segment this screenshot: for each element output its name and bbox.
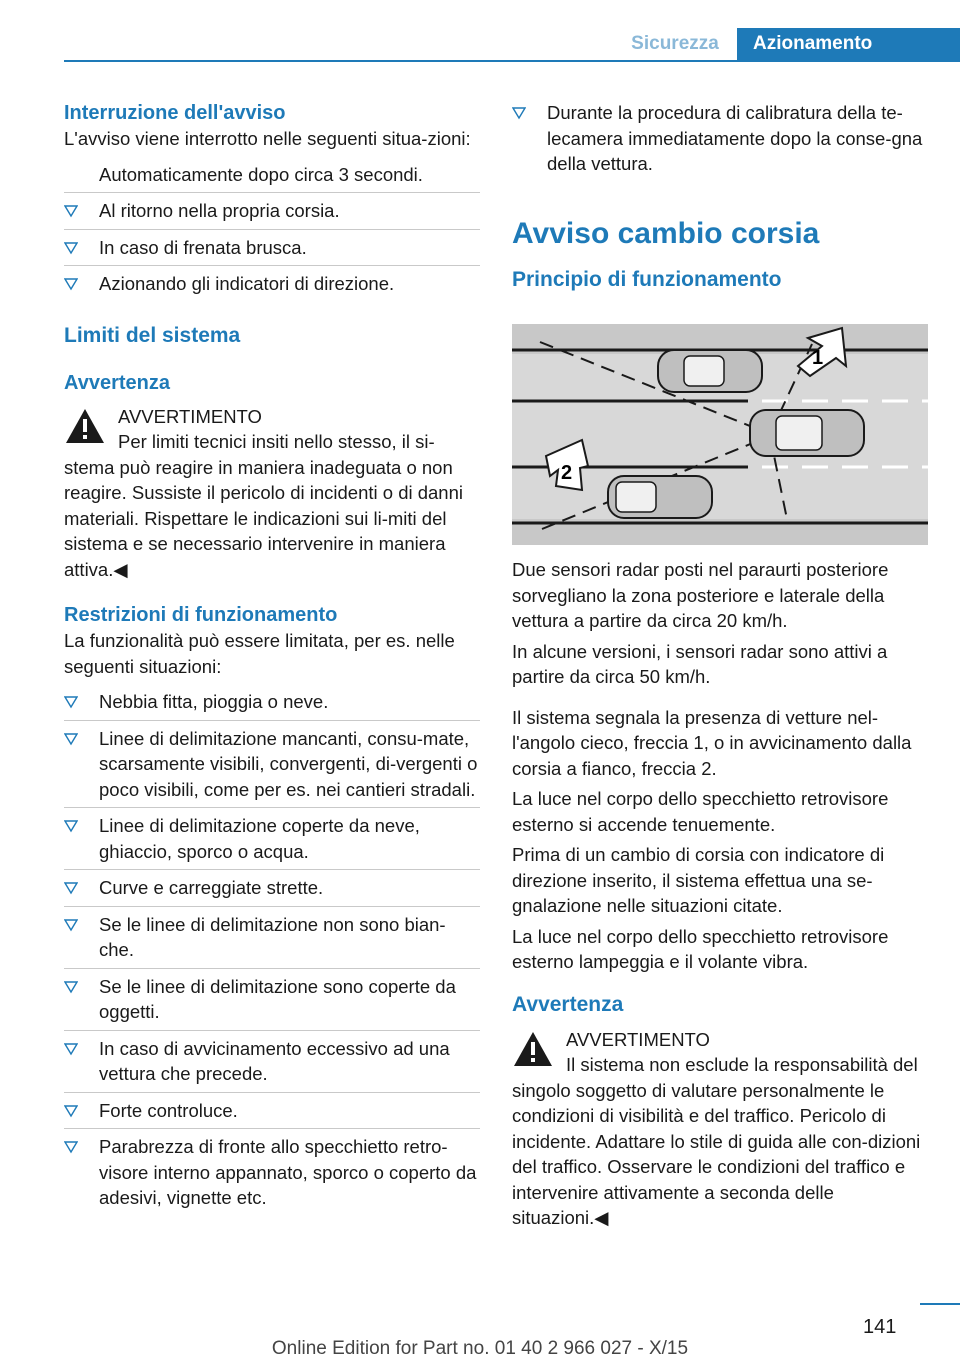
- paragraph: Prima di un cambio di corsia con indicatore di direzione inserito, il sistema effettua una se‐gnalazione nelle situazioni citate.: [512, 844, 885, 916]
- car-top-left: [658, 350, 762, 392]
- list-item: [64, 684, 480, 720]
- lane-change-figure: [512, 324, 928, 545]
- list-item-text: In caso di frenata brusca.: [99, 236, 307, 258]
- list-item-text: Linee di delimitazione mancanti, consu‐mate, scarsamente visibili, convergenti, di‐vergenti o poco visibili, come per es. nei cantieri stradali.: [99, 727, 478, 800]
- header-chapter-tab: Azionamento: [737, 28, 960, 60]
- right-column: [512, 100, 928, 294]
- warning-title: AVVERTIMENTO: [118, 405, 262, 427]
- list-item: [64, 807, 480, 869]
- warning-block: [64, 404, 480, 430]
- triangle-bullet-icon: [64, 241, 78, 255]
- heading-limiti: Limiti del sistema: [64, 323, 241, 347]
- heading-principio: Principio di funzionamento: [512, 267, 782, 291]
- list-item: [64, 968, 480, 1030]
- list-item-text: Forte controluce.: [99, 1099, 238, 1121]
- list-item: [64, 720, 480, 808]
- header-section-tab: Sicurezza: [631, 33, 719, 54]
- list-item-text: Nebbia fitta, pioggia o neve.: [99, 691, 329, 712]
- paragraph-restrizioni: La funzionalità può essere limitata, per es. nelle seguenti situazioni:: [64, 630, 455, 677]
- list-item: [64, 265, 480, 302]
- paragraph: La luce nel corpo dello specchietto retrovisore esterno si accende tenuemente.: [512, 788, 889, 835]
- list-item: [64, 1092, 480, 1129]
- triangle-bullet-icon: [64, 204, 78, 218]
- triangle-bullet-icon: [64, 1104, 78, 1118]
- list-item-text: Linee di delimitazione coperte da neve, ghiaccio, sporco o acqua.: [99, 815, 420, 862]
- paragraph: In alcune versioni, i sensori radar sono attivi a partire da circa 50 km/h.: [512, 640, 888, 687]
- header-rule: [64, 60, 960, 62]
- list-item: [64, 1128, 480, 1216]
- triangle-bullet-icon: [64, 980, 78, 994]
- heading-restrizioni: Restrizioni di funzionamento: [64, 604, 338, 626]
- heading-avvertenza-right: Avvertenza: [512, 992, 624, 1016]
- list-item-text: Al ritorno nella propria corsia.: [99, 200, 340, 221]
- page-number: 141: [863, 1316, 897, 1338]
- heading-avvertenza: Avvertenza: [64, 371, 170, 394]
- triangle-bullet-icon: [512, 106, 526, 120]
- footer-rule: [920, 1303, 960, 1305]
- triangle-bullet-icon: [64, 1042, 78, 1056]
- warning-block: [512, 1027, 928, 1053]
- list-item: [64, 1030, 480, 1092]
- list-item: [512, 95, 928, 182]
- list-item-text: Se le linee di delimitazione non sono bian‐che.: [99, 913, 446, 960]
- arrow-2-label: 2: [561, 462, 573, 484]
- car-center: [750, 410, 864, 456]
- arrow-1-label: 1: [812, 347, 824, 369]
- paragraph: Il sistema segnala la presenza di vetture nel‐l'angolo cieco, freccia 1, o in avvicinamento dalla corsia a fianco, freccia 2.: [512, 706, 912, 779]
- paragraph: La luce nel corpo dello specchietto retrovisore esterno lampeggia e il volante vibra.: [512, 925, 889, 972]
- list-item: [64, 229, 480, 266]
- warning-title: AVVERTIMENTO: [566, 1028, 710, 1050]
- triangle-bullet-icon: [64, 1140, 78, 1154]
- warning-text: Per limiti tecnici insiti nello stesso, il si‐stema può reagire in maniera inadeguata o non reagire. Sussiste il pericolo di incidenti o di danni materiali. Rispettare le indicazioni sui li‐miti del sistema e se necessario intervenire in maniera attiva.◀: [64, 431, 463, 580]
- list-interruzione: [64, 157, 480, 302]
- warning-triangle-icon: [512, 1030, 554, 1068]
- paragraph: Due sensori radar posti nel paraurti posteriore sorvegliano la zona posteriore e laterale della vettura a partire da circa 20 km/h.: [512, 559, 889, 631]
- paragraph-interruzione: L'avviso viene interrotto nelle seguenti situa‐zioni:: [64, 128, 471, 149]
- left-column: [64, 100, 480, 1216]
- triangle-bullet-icon: [64, 277, 78, 291]
- warning-text: Il sistema non esclude la responsabilità del singolo soggetto di valutare personalmente le condizioni di visibilità e del traffico. Pericolo di incidente. Adattare lo stile di guida alle con‐dizioni del traffico. Osservare le condizioni del traffico e intervenire attivamente a seconda delle situazioni.◀: [512, 1054, 921, 1228]
- list-item-text: In caso di avvicinamento eccessivo ad una vettura che precede.: [99, 1037, 450, 1084]
- triangle-bullet-icon: [64, 819, 78, 833]
- list-item-text: Se le linee di delimitazione sono coperte da oggetti.: [99, 975, 456, 1022]
- list-restrizioni: [64, 684, 480, 1216]
- triangle-bullet-icon: [64, 695, 78, 709]
- list-calibratura: [512, 95, 928, 182]
- list-item: [64, 869, 480, 906]
- car-bottom-left: [608, 476, 712, 518]
- list-item: [64, 906, 480, 968]
- footer-edition: Online Edition for Part no. 01 40 2 966 027 - X/15: [271, 1338, 689, 1359]
- triangle-bullet-icon: [64, 881, 78, 895]
- triangle-bullet-icon: [64, 918, 78, 932]
- triangle-bullet-icon: [64, 732, 78, 746]
- list-item-text: Parabrezza di fronte allo specchietto retro‐visore interno appannato, sporco o coperto da adesivi, vignette etc.: [99, 1136, 477, 1208]
- heading-interruzione: Interruzione dell'avviso: [64, 102, 286, 124]
- right-column-lower: [512, 557, 928, 1231]
- warning-triangle-icon: [64, 407, 106, 445]
- list-item: [64, 192, 480, 229]
- list-item-text: Automaticamente dopo circa 3 secondi.: [99, 163, 423, 185]
- list-item-text: Curve e carreggiate strette.: [99, 877, 324, 898]
- list-item-text: Azionando gli indicatori di direzione.: [99, 273, 395, 294]
- heading-avviso-cambio-corsia: Avviso cambio corsia: [512, 216, 820, 250]
- list-item: [64, 157, 480, 193]
- list-item-text: Durante la procedura di calibratura della te‐lecamera immediatamente dopo la conse‐gna della vettura.: [547, 102, 923, 174]
